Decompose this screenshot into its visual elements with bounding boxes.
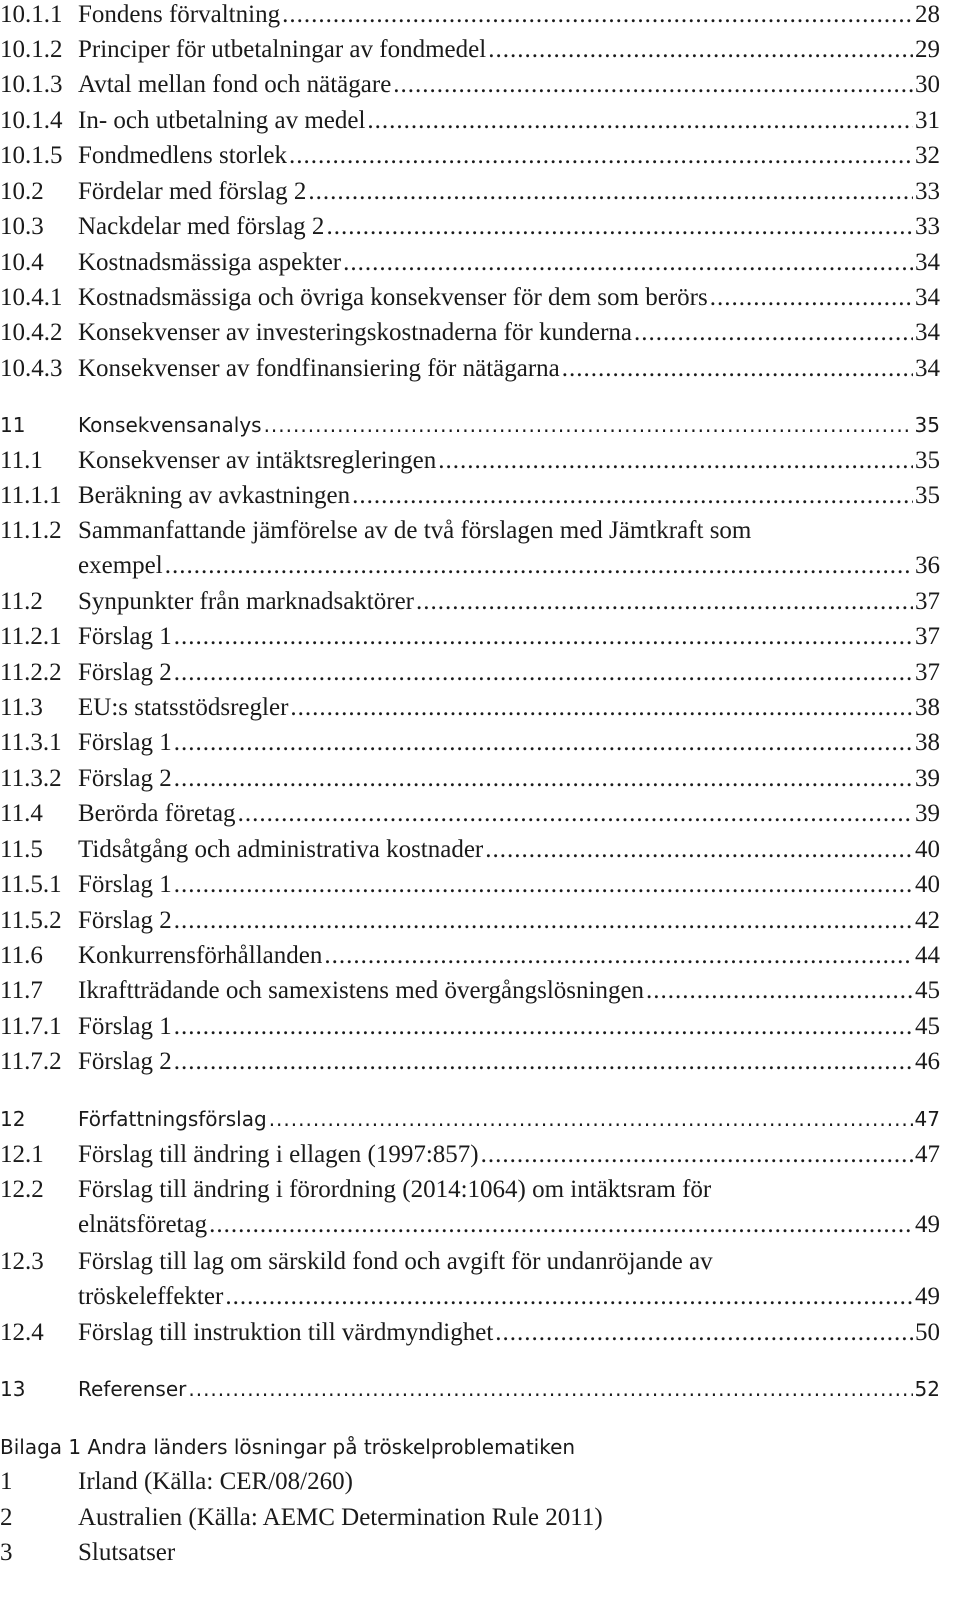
toc-entry[interactable]	[0, 283, 940, 313]
toc-entry-number: 3	[0, 1539, 13, 1566]
toc-entry-title: Synpunkter från marknadsaktörer	[78, 588, 414, 615]
toc-page-number: 40	[915, 836, 940, 863]
toc-entry[interactable]	[0, 516, 940, 546]
toc-entry-title: EU:s statsstödsregler	[78, 694, 289, 721]
toc-entry-title: Fondens förvaltning	[78, 1, 281, 28]
toc-page-number: 35	[915, 482, 940, 509]
toc-leader-dots	[269, 1104, 913, 1134]
toc-leader-dots	[188, 1374, 912, 1404]
toc-entry-number: 12.1	[0, 1141, 44, 1168]
toc-entry-title: Tidsåtgång och administrativa kostnader	[78, 836, 484, 863]
toc-leader-dots	[174, 1047, 913, 1077]
toc-entry-title: Irland (Källa: CER/08/260)	[78, 1468, 353, 1495]
toc-leader-dots	[343, 248, 913, 278]
toc-entry-title: Förslag 1	[78, 729, 172, 756]
toc-page-number: 37	[915, 623, 940, 650]
toc-leader-dots	[174, 622, 913, 652]
toc-heading[interactable]	[0, 410, 940, 440]
toc-page-number: 47	[915, 1141, 940, 1168]
toc-entry-title: tröskeleffekter	[78, 1283, 224, 1310]
toc-entry[interactable]	[0, 1175, 940, 1205]
toc-entry[interactable]	[0, 764, 940, 794]
toc-leader-dots	[485, 835, 913, 865]
toc-entry[interactable]	[0, 1282, 940, 1312]
toc-entry-number: 11.3.1	[0, 729, 62, 756]
toc-entry-number: 11.2	[0, 588, 43, 615]
toc-leader-dots	[352, 481, 913, 511]
toc-entry[interactable]	[0, 1140, 940, 1170]
toc-entry-number: 10.1.3	[0, 71, 63, 98]
toc-entry[interactable]	[0, 1503, 940, 1533]
toc-entry-number: 11.2.2	[0, 659, 62, 686]
toc-entry-title: Referenser	[78, 1377, 187, 1401]
toc-entry[interactable]	[0, 1318, 940, 1348]
toc-entry[interactable]	[0, 318, 940, 348]
toc-entry[interactable]	[0, 693, 940, 723]
toc-entry-number: 10.1.5	[0, 142, 63, 169]
toc-entry[interactable]	[0, 1467, 940, 1497]
toc-entry-number: 1	[0, 1468, 13, 1495]
toc-entry[interactable]	[0, 622, 940, 652]
toc-entry[interactable]	[0, 446, 940, 476]
toc-entry-title: exempel	[78, 552, 163, 579]
toc-leader-dots	[324, 941, 913, 971]
toc-entry-title: elnätsföretag	[78, 1211, 208, 1238]
toc-entry-number: 12.3	[0, 1248, 44, 1275]
toc-entry-number: 10.1.4	[0, 107, 63, 134]
toc-heading[interactable]	[0, 1104, 940, 1134]
toc-leader-dots	[174, 870, 913, 900]
toc-entry-title: Förslag 1	[78, 871, 172, 898]
toc-entry-title: Förslag 2	[78, 659, 172, 686]
toc-entry[interactable]	[0, 870, 940, 900]
toc-entry-number: 10.3	[0, 213, 44, 240]
toc-entry-number: 11.5.1	[0, 871, 62, 898]
toc-entry-number: 2	[0, 1504, 13, 1531]
toc-leader-dots	[264, 410, 913, 440]
toc-entry-number: 11	[0, 413, 26, 437]
toc-entry-title: Förslag till ändring i ellagen (1997:857)	[78, 1141, 479, 1168]
toc-entry-number: 11.5.2	[0, 907, 62, 934]
toc-page-number: 45	[915, 1013, 940, 1040]
toc-entry-title: Konsekvensanalys	[78, 413, 262, 437]
toc-entry-number: 11.7.1	[0, 1013, 62, 1040]
toc-page-number: 42	[915, 907, 940, 934]
toc-entry[interactable]	[0, 106, 940, 136]
toc-entry[interactable]	[0, 1538, 940, 1568]
toc-appendix-heading[interactable]	[0, 1432, 940, 1462]
toc-entry-number: 11.4	[0, 800, 43, 827]
toc-page-number: 45	[915, 977, 940, 1004]
toc-entry-title: Förslag 2	[78, 907, 172, 934]
toc-leader-dots	[308, 177, 913, 207]
toc-entry-number: 13	[0, 1377, 26, 1401]
toc-leader-dots	[562, 354, 913, 384]
toc-entry[interactable]	[0, 835, 940, 865]
toc-entry-number: 11.5	[0, 836, 43, 863]
toc-entry-title: Principer för utbetalningar av fondmedel	[78, 36, 487, 63]
toc-page-number: 38	[915, 729, 940, 756]
toc-entry-number: 10.2	[0, 178, 44, 205]
toc-entry[interactable]	[0, 354, 940, 384]
toc-leader-dots	[367, 106, 913, 136]
toc-leader-dots	[238, 799, 913, 829]
toc-entry[interactable]	[0, 1012, 940, 1042]
toc-entry-title: Konsekvenser av intäktsregleringen	[78, 447, 437, 474]
toc-entry-number: 11.1.2	[0, 517, 62, 544]
toc-page-number: 50	[915, 1319, 940, 1346]
toc-page-number: 31	[915, 107, 940, 134]
toc-page-number: 52	[914, 1377, 940, 1401]
toc-leader-dots	[174, 1012, 913, 1042]
toc-entry[interactable]	[0, 141, 940, 171]
toc-page-number: 35	[915, 447, 940, 474]
toc-page-number: 44	[915, 942, 940, 969]
toc-entry-number: 10.1.2	[0, 36, 63, 63]
toc-page-number: 34	[915, 284, 940, 311]
toc-entry-number: 11.2.1	[0, 623, 62, 650]
toc-entry-number: 11.6	[0, 942, 43, 969]
toc-entry-number: 10.4.1	[0, 284, 63, 311]
toc-entry-title: Bilaga 1 Andra länders lösningar på tröskelproblematiken	[0, 1435, 576, 1459]
toc-page-number: 39	[915, 800, 940, 827]
toc-leader-dots	[174, 658, 913, 688]
toc-page-number: 49	[915, 1283, 940, 1310]
toc-entry[interactable]	[0, 1210, 940, 1240]
toc-entry-title: Fondmedlens storlek	[78, 142, 288, 169]
toc-heading[interactable]	[0, 1374, 940, 1404]
toc-entry-title: Nackdelar med förslag 2	[78, 213, 325, 240]
toc-page-number: 38	[915, 694, 940, 721]
toc-entry[interactable]	[0, 1247, 940, 1277]
toc-entry[interactable]	[0, 906, 940, 936]
toc-page-number: 49	[915, 1211, 940, 1238]
toc-entry-title: Författningsförslag	[78, 1107, 267, 1131]
toc-page-number: 40	[915, 871, 940, 898]
toc-entry-title: Förslag 1	[78, 1013, 172, 1040]
toc-entry-title: Fördelar med förslag 2	[78, 178, 307, 205]
toc-page-number: 34	[915, 249, 940, 276]
toc-leader-dots	[646, 976, 913, 1006]
toc-leader-dots	[174, 906, 913, 936]
toc-page-number: 46	[915, 1048, 940, 1075]
toc-entry-number: 12.4	[0, 1319, 44, 1346]
toc-entry[interactable]	[0, 70, 940, 100]
toc-leader-dots	[290, 693, 913, 723]
toc-entry[interactable]	[0, 658, 940, 688]
toc-page-number: 37	[915, 659, 940, 686]
toc-entry-title: Australien (Källa: AEMC Determination Rule 2011)	[78, 1504, 603, 1531]
toc-entry-title: In- och utbetalning av medel	[78, 107, 366, 134]
toc-leader-dots	[495, 1318, 913, 1348]
toc-entry-number: 12	[0, 1107, 26, 1131]
toc-entry[interactable]	[0, 799, 940, 829]
toc-entry-number: 12.2	[0, 1176, 44, 1203]
toc-entry-title: Förslag till instruktion till värdmyndighet	[78, 1319, 494, 1346]
toc-entry-title: Förslag till ändring i förordning (2014:1064) om intäktsram för	[78, 1176, 712, 1203]
toc-leader-dots	[174, 764, 913, 794]
toc-leader-dots	[326, 212, 913, 242]
toc-entry[interactable]	[0, 177, 940, 207]
toc-entry-title: Förslag 2	[78, 765, 172, 792]
toc-page-number: 30	[915, 71, 940, 98]
toc-entry[interactable]	[0, 1047, 940, 1077]
toc-entry-title: Konsekvenser av fondfinansiering för nätägarna	[78, 355, 560, 382]
toc-leader-dots	[416, 587, 913, 617]
toc-leader-dots	[393, 70, 913, 100]
toc-entry-number: 11.7.2	[0, 1048, 62, 1075]
toc-page-number: 32	[915, 142, 940, 169]
toc-entry[interactable]	[0, 941, 940, 971]
toc-entry-number: 11.1.1	[0, 482, 62, 509]
toc-entry-title: Berörda företag	[78, 800, 236, 827]
toc-leader-dots	[438, 446, 913, 476]
toc-entry[interactable]	[0, 551, 940, 581]
toc-entry-title: Sammanfattande jämförelse av de två förslagen med Jämtkraft som	[78, 517, 752, 544]
toc-entry-title: Konsekvenser av investeringskostnaderna för kunderna	[78, 319, 632, 346]
toc-page-number: 28	[915, 1, 940, 28]
toc-entry-title: Konkurrensförhållanden	[78, 942, 323, 969]
toc-entry-title: Beräkning av avkastningen	[78, 482, 351, 509]
toc-leader-dots	[634, 318, 913, 348]
toc-leader-dots	[289, 141, 913, 171]
toc-entry-number: 10.4.3	[0, 355, 63, 382]
toc-entry-number: 10.4.2	[0, 319, 63, 346]
toc-leader-dots	[481, 1140, 913, 1170]
toc-leader-dots	[174, 728, 913, 758]
toc-entry-title: Förslag till lag om särskild fond och avgift för undanröjande av	[78, 1248, 713, 1275]
toc-leader-dots	[710, 283, 913, 313]
toc-entry-number: 10.4	[0, 249, 44, 276]
toc-entry-number: 11.3.2	[0, 765, 62, 792]
toc-leader-dots	[165, 551, 913, 581]
toc-page-number: 47	[914, 1107, 940, 1131]
toc-entry-title: Slutsatser	[78, 1539, 176, 1566]
toc-page-number: 37	[915, 588, 940, 615]
toc-page-number: 39	[915, 765, 940, 792]
toc-page-number: 33	[915, 178, 940, 205]
toc-entry-title: Ikraftträdande och samexistens med övergångslösningen	[78, 977, 645, 1004]
toc-entry[interactable]	[0, 248, 940, 278]
toc-page-number: 29	[915, 36, 940, 63]
toc-entry-number: 11.3	[0, 694, 43, 721]
toc-leader-dots	[225, 1282, 913, 1312]
toc-entry-title: Förslag 1	[78, 623, 172, 650]
toc-leader-dots	[488, 35, 913, 65]
toc-entry-title: Kostnadsmässiga aspekter	[78, 249, 342, 276]
toc-page-number: 35	[914, 413, 940, 437]
toc-page-number: 36	[915, 552, 940, 579]
toc-page-number: 33	[915, 213, 940, 240]
toc-entry[interactable]	[0, 35, 940, 65]
toc-page-number: 34	[915, 355, 940, 382]
toc-leader-dots	[209, 1210, 913, 1240]
toc-entry[interactable]	[0, 976, 940, 1006]
toc-entry[interactable]	[0, 728, 940, 758]
toc-leader-dots	[282, 0, 913, 30]
toc-entry[interactable]	[0, 0, 940, 30]
toc-entry[interactable]	[0, 587, 940, 617]
toc-entry[interactable]	[0, 212, 940, 242]
toc-entry-title: Förslag 2	[78, 1048, 172, 1075]
toc-entry-title: Avtal mellan fond och nätägare	[78, 71, 392, 98]
toc-entry-number: 11.1	[0, 447, 43, 474]
toc-entry-number: 10.1.1	[0, 1, 63, 28]
toc-entry[interactable]	[0, 481, 940, 511]
toc-page-number: 34	[915, 319, 940, 346]
toc-entry-number: 11.7	[0, 977, 43, 1004]
toc-entry-title: Kostnadsmässiga och övriga konsekvenser för dem som berörs	[78, 284, 708, 311]
